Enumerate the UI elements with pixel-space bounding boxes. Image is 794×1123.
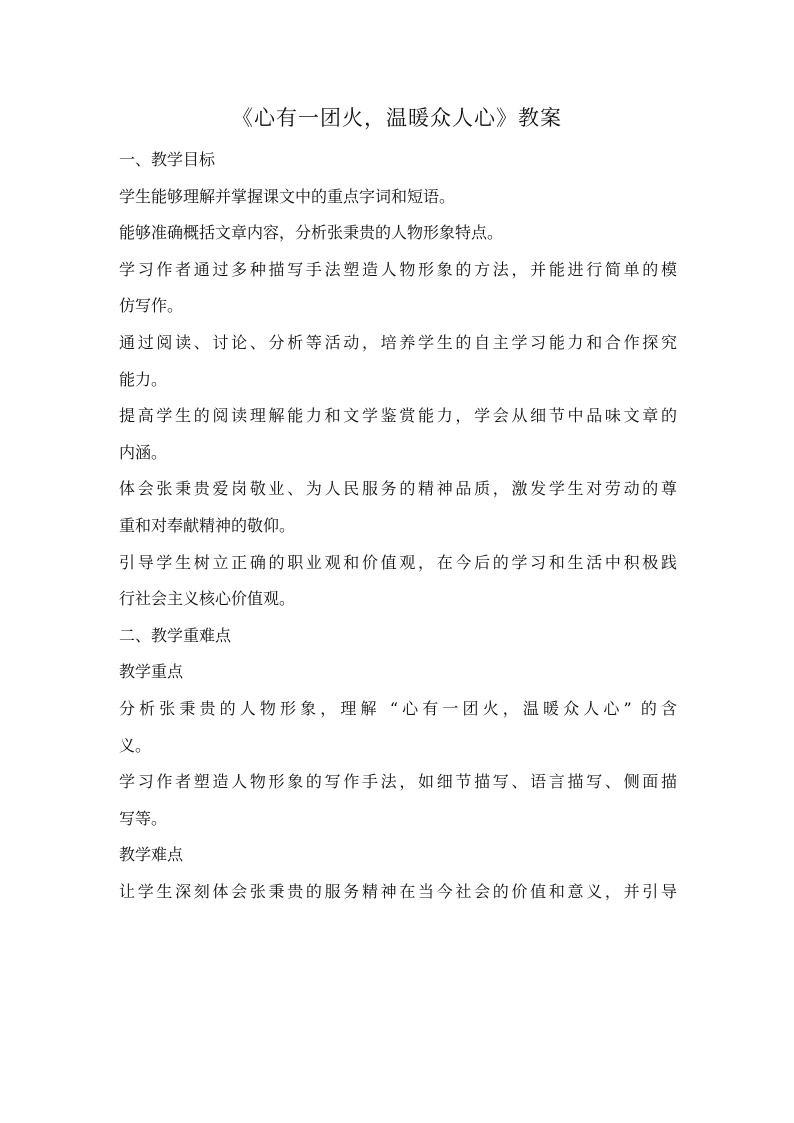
paragraph-line: 学习作者通过多种描写手法塑造人物形象的方法，并能进行简单的模 [119,259,677,279]
paragraph-line: 体会张秉贵爱岗敬业、为人民服务的精神品质，激发学生对劳动的尊 [119,479,677,499]
subsection-heading: 教学重点 [119,662,184,682]
paragraph-line: 行社会主义核心价值观。 [119,589,296,609]
paragraph-line: 引导学生树立正确的职业观和价值观，在今后的学习和生活中积极践 [119,552,677,572]
paragraph-line: 通过阅读、讨论、分析等活动，培养学生的自主学习能力和合作探究 [119,332,677,352]
paragraph-line: 分析张秉贵的人物形象，理解 “心有一团火，温暖众人心” 的含 [119,698,677,718]
section-heading: 一、教学目标 [119,150,216,169]
document-title: 《心有一团火，温暖众人心》教案 [232,106,562,130]
paragraph-line: 让学生深刻体会张秉贵的服务精神在当今社会的价值和意义，并引导 [119,881,677,901]
document-body [119,142,677,910]
subsection-heading: 教学难点 [119,845,184,865]
paragraph-line: 学习作者塑造人物形象的写作手法，如细节描写、语言描写、侧面描 [119,772,677,792]
paragraph-line: 仿写作。 [119,296,184,316]
paragraph-line: 能够准确概括文章内容，分析张秉贵的人物形象特点。 [119,223,504,243]
paragraph-line: 提高学生的阅读理解能力和文学鉴赏能力，学会从细节中品味文章的 [119,406,677,426]
paragraph-line: 能力。 [119,369,168,389]
paragraph-line: 内涵。 [119,442,168,462]
paragraph-line: 写等。 [119,808,168,828]
paragraph-line: 学生能够理解并掌握课文中的重点字词和短语。 [119,186,456,206]
paragraph-line: 义。 [119,735,152,755]
paragraph-line: 重和对奉献精神的敬仰。 [119,515,296,535]
section-heading: 二、教学重难点 [119,625,232,645]
